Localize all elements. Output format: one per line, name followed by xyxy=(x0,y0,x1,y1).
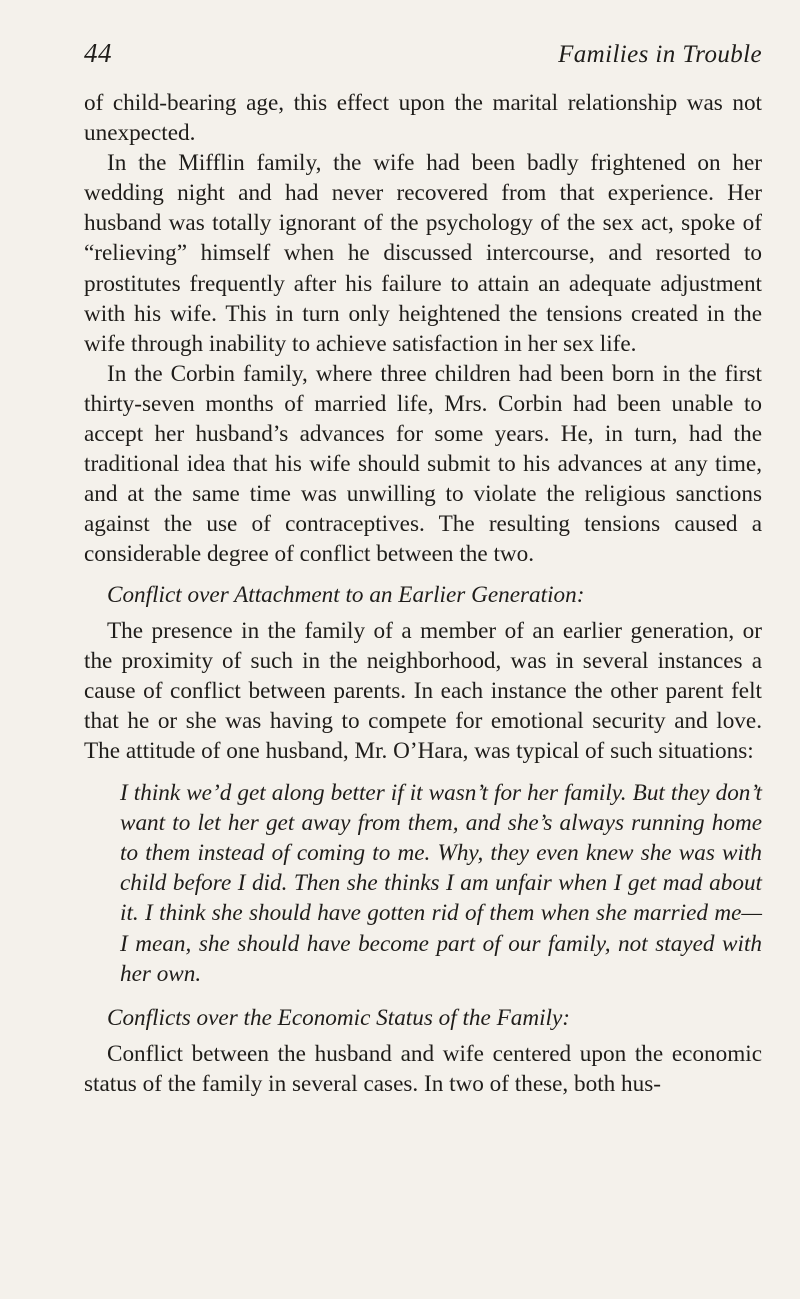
page-number: 44 xyxy=(84,38,112,68)
paragraph-earlier-generation: The presence in the family of a member of an earlier generation, or the proximity of such in the neighborhood, was in several instances a cause of conflict between parents. In each instance the other parent felt that he or she was having to compete for emotional security and love. The attitude of one husband, Mr. O’Hara, was typical of such situations: xyxy=(84,617,762,764)
section-heading-economic-status: Conflicts over the Economic Status of the Family: xyxy=(107,1004,571,1031)
paragraph-continued: of child-bearing age, this effect upon the marital relationship was not unexpected. xyxy=(84,90,762,147)
paragraph-mifflin-family: In the Mifflin family, the wife had been badly frightened on her wedding night and had never recovered from that experience. Her husband was totally ignorant of the psychology of the sex act, spoke of “relieving” himself when he discussed intercourse, and resorted to prostitutes frequently after his failure to attain an adequate adjustment with his wife. This in turn only heightened the tensions created in the wife through inability to achieve satisfaction in her sex life. xyxy=(84,150,762,357)
paragraph-corbin-family: In the Corbin family, where three children had been born in the first thirty-seven months of married life, Mrs. Corbin had been unable to accept her husband’s advances for some years. He, in turn, had the traditional idea that his wife should submit to his advances at any time, and at the same time was unwilling to violate the religious sanctions against the use of contraceptives. The resulting tensions caused a considerable degree of conflict between the two. xyxy=(84,360,762,568)
body-text xyxy=(84,88,762,1099)
page-content xyxy=(84,38,762,1099)
section-heading-earlier-generation: Conflict over Attachment to an Earlier Generation: xyxy=(107,581,585,608)
running-title: Families in Trouble xyxy=(558,41,762,68)
quotation-mr-ohara: I think we’d get along better if it wasn’t for her family. But they don’t want to let her get away from them, and she’s always running home to them instead of coming to me. Why, they even knew she was with child before I did. Then she thinks I am unfair when I get mad about it. I think she should have gotten rid of them when she married me—I mean, she should have become part of our family, not stayed with her own. xyxy=(120,780,762,987)
running-head xyxy=(84,38,762,82)
paragraph-economic-status: Conflict between the husband and wife centered upon the economic status of the family in several cases. In two of these, both hus- xyxy=(84,1040,762,1097)
